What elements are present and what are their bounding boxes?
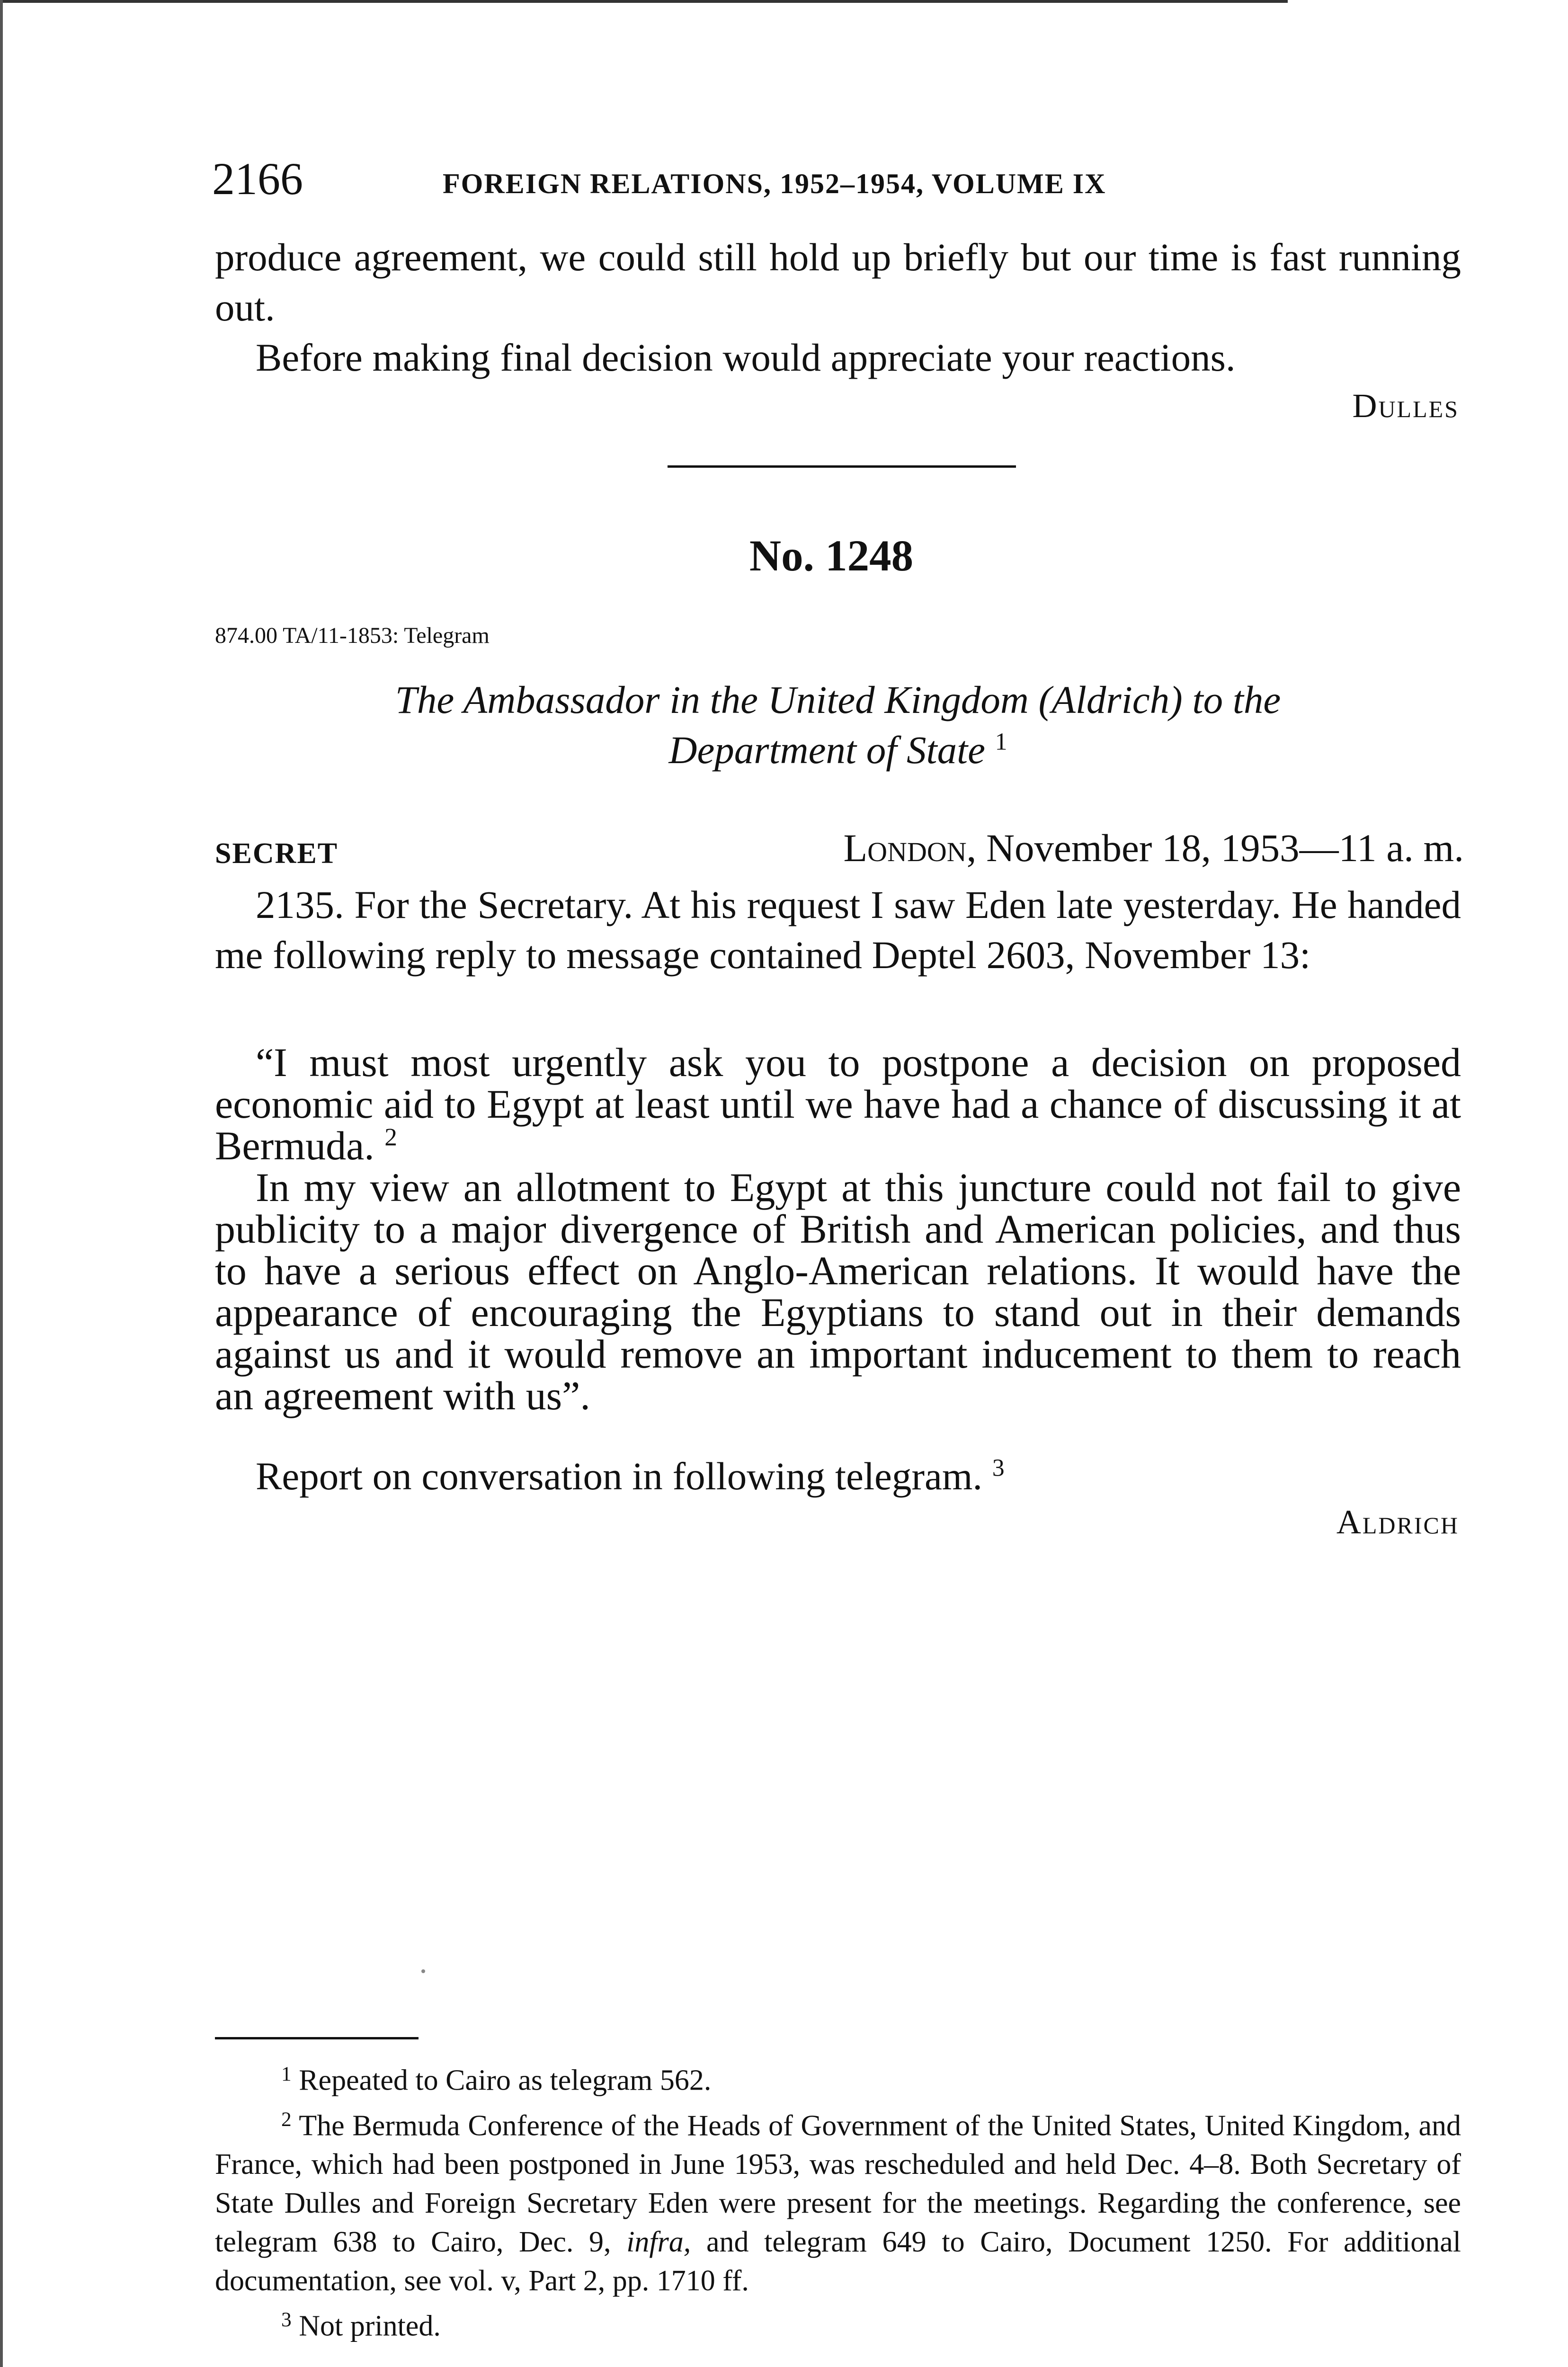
closing-paragraph: Before making final decision would appreciate your reactions. (256, 336, 1236, 379)
footnote-3-text: Not printed. (299, 2310, 441, 2342)
quote-paragraph-1-text: “I must most urgently ask you to postpone a decision on proposed economic aid to Egypt at least until we have had a chance of discussing it at Bermuda. (215, 1040, 1461, 1168)
dateline-date: , November 18, 1953—11 a. m. (966, 826, 1464, 870)
footnotes (215, 2055, 1461, 2346)
continuation-paragraph: produce agreement, we could still hold up briefly but our time is fast running out. (215, 235, 1461, 329)
footnote-2-mark: 2 (281, 2108, 292, 2131)
telegram-opening (215, 880, 1461, 980)
dateline (843, 823, 1464, 873)
footnote-2 (215, 2100, 1461, 2301)
heading-line-2 (215, 725, 1461, 775)
previous-document-ending (215, 232, 1461, 383)
footnote-3 (215, 2300, 1461, 2346)
dateline-city: London (843, 826, 967, 870)
footnote-2-italic: infra, (626, 2226, 691, 2259)
page-number: 2166 (212, 153, 303, 204)
footnote-3-mark: 3 (281, 2308, 292, 2331)
footnote-ref-2: 2 (384, 1122, 397, 1151)
footnote-2-text-a: The Bermuda Conference of the Heads of Government of the United States, United Kingdom, and France, which had been postponed in June 1953, was rescheduled and held Dec. 4–8. Both Secretary of State Dulles and Foreign Secretary Eden were present for the meetings. Regarding the conference, see telegram 638 to Cairo, Dec. 9, (215, 2109, 1461, 2259)
running-title: FOREIGN RELATIONS, 1952–1954, VOLUME IX (443, 168, 1106, 199)
footnote-1 (215, 2055, 1461, 2100)
footnote-1-text: Repeated to Cairo as telegram 562. (299, 2064, 712, 2097)
footnote-rule (215, 2037, 419, 2039)
document-separator-rule (668, 465, 1016, 468)
footnote-ref-3: 3 (992, 1454, 1005, 1482)
opening-paragraph: 2135. For the Secretary. At his request I saw Eden late yesterday. He handed me following reply to message contained Deptel 2603, November 13: (215, 883, 1461, 977)
footnote-ref-1: 1 (995, 728, 1007, 756)
signature-dulles: Dulles (1352, 387, 1459, 425)
quote-paragraph-1 (215, 1041, 1461, 1166)
quoted-message (215, 1041, 1461, 1416)
classification-marking: SECRET (215, 837, 339, 870)
file-reference: 874.00 TA/11-1853: Telegram (215, 623, 490, 648)
signature-aldrich: Aldrich (1336, 1503, 1459, 1541)
document-number: No. 1248 (749, 532, 914, 580)
quote-paragraph-2: In my view an allotment to Egypt at this juncture could not fail to give publicity to a major divergence of British and American policies, and thus to have a serious effect on Anglo-American relations. It would have the appearance of encouraging the Egyptians to stand out in their demands against us and it would remove an important inducement to them to reach an agreement with us”. (215, 1165, 1461, 1418)
telegram-closing (215, 1451, 1461, 1501)
heading-line-1: The Ambassador in the United Kingdom (Aldrich) to the (395, 678, 1281, 721)
scan-speck (421, 1969, 425, 1973)
closing-line-text: Report on conversation in following telegram. (256, 1454, 983, 1498)
heading-line-2-text: Department of State (668, 728, 985, 772)
document-heading (215, 675, 1461, 775)
scan-top-edge (0, 0, 1288, 3)
scan-left-edge (0, 0, 3, 2367)
closing-line (215, 1451, 1461, 1501)
footnote-1-mark: 1 (281, 2063, 292, 2085)
footnote-2-text-b: and telegram 649 to Cairo, Document 1250. For additional documentation, see vol. v, Part 2, pp. 1710 ff. (215, 2226, 1461, 2297)
